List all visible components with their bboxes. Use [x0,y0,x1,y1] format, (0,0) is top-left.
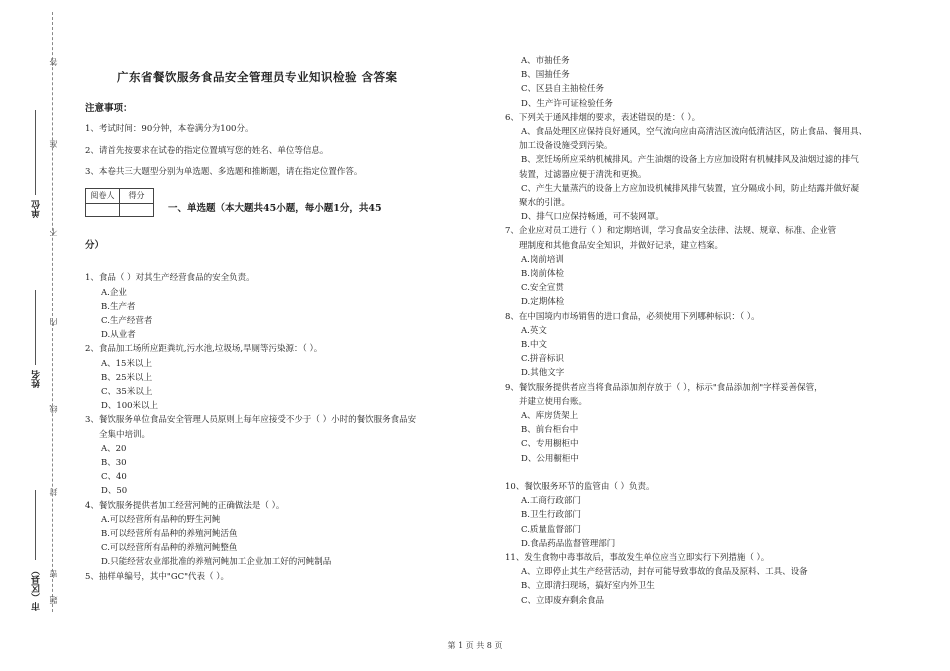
binding-char-da: 答 [49,58,58,66]
answer-option: B.可以经营所有品种的养殖河鲀活鱼 [101,529,238,540]
answer-option: C.可以经营所有品种的养殖河鲀整鱼 [101,543,238,554]
question-text-cont: 全集中培训。 [99,429,151,440]
answer-option: B、烹饪场所应采纳机械排风。产生油烟的设备上方应加设附有机械排风及油烟过滤的排气 [521,155,859,166]
answer-option: C、立即废弃剩余食品 [521,595,605,606]
answer-option: D.从业者 [101,330,136,341]
answer-option: A、市抽任务 [521,56,570,66]
binding-char-feng: 封 [49,488,58,496]
answer-option: B.卫生行政部门 [521,510,581,521]
answer-option: C、产生大量蒸汽的设备上方应加设机械排风排气装置，宜分隔成小间，防止结露并做好凝 [521,183,860,194]
question-list-right [505,54,925,608]
binding-char-zhun: 准 [49,140,58,148]
answer-option: A.可以经营所有品种的野生河鲀 [101,514,221,525]
seal-dashed-line [52,12,53,612]
answer-option: B、25米以上 [101,372,153,383]
left-column [85,70,485,584]
answer-option: A、15米以上 [101,358,152,369]
question-text: 8、在中国境内市场销售的进口食品，必须使用下列哪种标识：（ ）。 [505,311,760,322]
name-label: 姓名 [32,370,42,388]
answer-option: C、区县自主抽检任务 [521,84,605,95]
question-text-cont: 理制度和其他食品安全知识，并做好记录，建立档案。 [519,240,724,251]
answer-option: C、40 [101,472,127,483]
question-text: 3、餐饮服务单位食品安全管理人员原则上每年应接受不少于（ ）小时的餐饮服务食品安 [85,415,417,426]
binding-char-bu: 不 [49,228,58,236]
answer-option: B.生产者 [101,301,136,312]
answer-option: A.企业 [101,287,127,298]
unit-label: 单位 [32,200,42,218]
name-fill-line [35,290,37,365]
answer-option: D、50 [101,486,128,497]
document-title: 广东省餐饮服务食品安全管理员专业知识检验 含答案 [117,70,398,84]
notice-item: 2、请首先按要求在试卷的指定位置填写您的姓名、单位等信息。 [85,145,329,156]
district-fill-line [35,490,37,560]
answer-option: B、前台柜台中 [521,425,579,436]
answer-option: A.英文 [521,325,547,336]
question-text-cont [505,466,925,480]
answer-option: D.食品药品监督管理部门 [521,538,616,549]
answer-option: A.工商行政部门 [521,496,581,507]
binding-char-nei: 内 [49,318,58,326]
binding-char-xian: 线 [49,405,58,413]
question-text: 6、下列关于通风排烟的要求，表述错误的是：（ ）。 [505,112,701,123]
question-text: 11、发生食物中毒事故后，事故发生单位应当立即实行下列措施（ ）。 [505,552,770,563]
binding-char-mi: 密 [49,570,58,578]
answer-option: C.生产经营者 [101,316,153,327]
answer-option: C.安全宣贯 [521,283,564,294]
score-table-score-header: 得分 [120,189,154,204]
answer-option: D.定期体检 [521,297,565,308]
question-text-cont: 装置，过滤器应便于清洗和更换。 [519,169,647,180]
answer-option: D.只能经营农业部批准的养殖河鲀加工企业加工好的河鲀制品 [101,557,332,568]
answer-option: A、库房货架上 [521,411,579,422]
question-text: 1、食品（ ）对其生产经营食品的安全负责。 [85,273,255,284]
question-text: 9、餐饮服务提供者应当将食品添加剂存放于（ ），标示"食品添加剂"字样妥善保管， [505,382,823,393]
question-text: 4、餐饮服务提供者加工经营河鲀的正确做法是（ ）。 [85,500,285,511]
answer-option: D.其他文字 [521,368,565,379]
answer-option: C、35米以上 [101,387,153,398]
question-text: 10、餐饮服务环节的监管由（ ）负责。 [505,481,655,492]
answer-option: D、生产许可证检验任务 [521,98,613,109]
answer-option: A、立即停止其生产经营活动，封存可能导致事故的食品及原料、工具、设备 [521,567,808,578]
notice-heading: 注意事项： [85,103,133,115]
binding-char-ti: 题 [49,596,58,604]
answer-option: B、立即清扫现场，搞好室内外卫生 [521,581,655,592]
right-column [505,54,925,608]
answer-option: A.岗前培训 [521,254,564,265]
question-text-cont: 并建立使用台账。 [519,396,588,407]
score-table-reviewer-header: 阅卷人 [86,189,120,204]
section-heading: 一、单选题（本大题共45小题，每小题1分，共45 [168,203,382,215]
answer-option: B、30 [101,458,127,469]
question-text: 5、抽样单编号，其中"GC"代表（ ）。 [85,571,229,582]
section-heading-cont: 分） [85,240,105,252]
district-label: 市（区县） [32,566,42,611]
question-text: 7、企业应对员工进行（ ）和定期培训，学习食品安全法律、法规、规章、标准、企业管 [505,226,837,237]
answer-option: B.中文 [521,340,547,351]
answer-option: B、国抽任务 [521,70,570,81]
answer-option: C.质量监督部门 [521,524,581,535]
answer-option: D、排气口应保持畅通，可不装网罩。 [521,212,664,223]
unit-fill-line [35,110,37,195]
score-table-reviewer-cell[interactable] [86,204,120,217]
notice-item: 1、考试时间：90分钟，本卷满分为100分。 [85,124,254,135]
question-text-cont: 聚水的引泄。 [519,198,571,209]
answer-option: A、20 [101,443,127,454]
notice-item: 3、本卷共三大题型分别为单选题、多选题和推断题，请在指定位置作答。 [85,166,363,177]
question-text: 2、食品加工场所应距粪坑,污水池,垃圾场,旱厕等污染源：（ ）。 [85,344,323,355]
answer-option: C、专用橱柜中 [521,439,579,450]
score-table [85,188,154,217]
answer-option: A、食品处理区应保持良好通风，空气流向应由高清洁区流向低清洁区，防止食品、餐用具、 [521,127,868,138]
question-list-left [85,271,485,583]
question-text-cont: 加工设备设施受到污染。 [519,141,613,152]
answer-option: D、100米以上 [101,401,159,412]
page-footer: 第 1 页 共 8 页 [447,641,503,650]
answer-option: B.岗前体检 [521,269,564,280]
binding-margin [0,0,70,671]
answer-option: C.拼音标识 [521,354,564,365]
score-table-score-cell[interactable] [120,204,154,217]
answer-option: D、公用橱柜中 [521,453,579,464]
